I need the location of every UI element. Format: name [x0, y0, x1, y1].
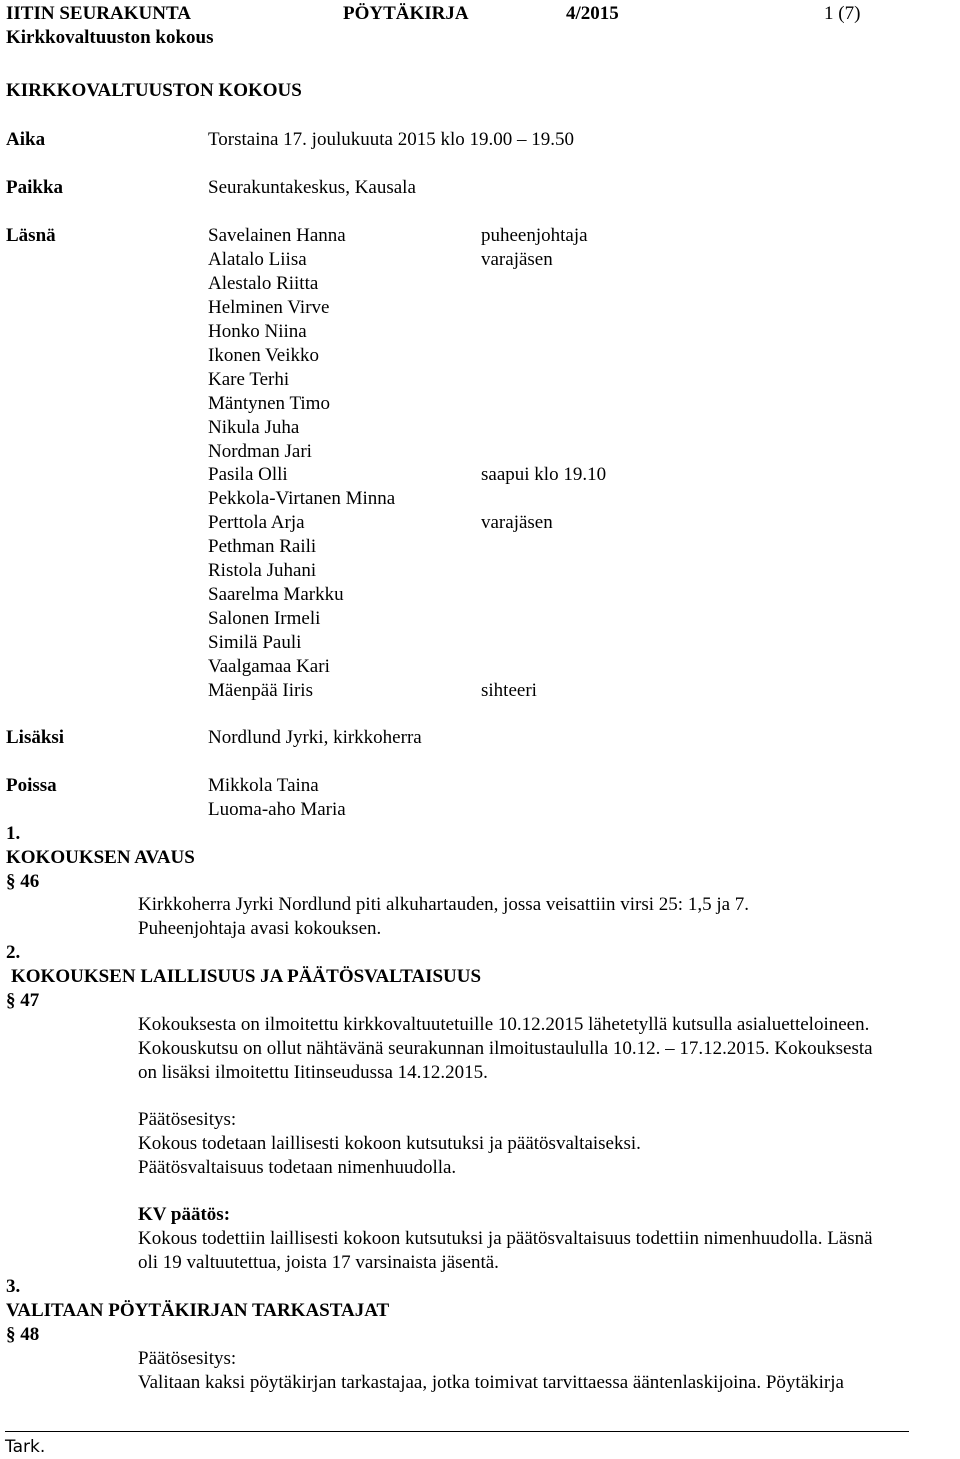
header-org: IITIN SEURAKUNTA	[6, 3, 191, 24]
paragraph-number: § 46	[6, 871, 40, 892]
proposal-label: Päätösesitys:	[138, 1348, 237, 1369]
attendee-name: Kare Terhi	[208, 369, 290, 390]
attendee-name: Similä Pauli	[208, 632, 302, 653]
section-text-line: Kokouksesta on ilmoitettu kirkkovaltuutetuille 10.12.2015 lähetetyllä kutsulla asialuetteloineen.	[138, 1014, 870, 1035]
attendee-name: Vaalgamaa Kari	[208, 656, 330, 677]
paikka-value: Seurakuntakeskus, Kausala	[208, 177, 416, 198]
lisaksi-label: Lisäksi	[6, 727, 65, 748]
attendee-name: Saarelma Markku	[208, 584, 344, 605]
attendee-role: saapui klo 19.10	[481, 464, 607, 485]
attendee-name: Nikula Juha	[208, 417, 300, 438]
attendee-name: Ikonen Veikko	[208, 345, 319, 366]
footer-tark: Tark.	[5, 1437, 46, 1457]
attendee-name: Pasila Olli	[208, 464, 288, 485]
section-title: KOKOUKSEN LAILLISUUS JA PÄÄTÖSVALTAISUUS	[11, 966, 482, 987]
section-number: 3.	[6, 1276, 21, 1297]
attendee-role: sihteeri	[481, 680, 537, 701]
attendee-name: Salonen Irmeli	[208, 608, 321, 629]
section-number: 2.	[6, 942, 21, 963]
attendee-name: Helminen Virve	[208, 297, 330, 318]
section-text-line: Puheenjohtaja avasi kokouksen.	[138, 918, 382, 939]
attendee-name: Alestalo Riitta	[208, 273, 319, 294]
attendee-name: Mäntynen Timo	[208, 393, 330, 414]
aika-value: Torstaina 17. joulukuuta 2015 klo 19.00 – 19.50	[208, 129, 574, 150]
attendee-name: Alatalo Liisa	[208, 249, 307, 270]
section-text-line: Kokouskutsu on ollut nähtävänä seurakunnan ilmoitustaululla 10.12. – 17.12.2015. Kokouksesta	[138, 1038, 873, 1059]
footer-divider	[5, 1431, 909, 1432]
attendee-name: Ristola Juhani	[208, 560, 317, 581]
lasna-label: Läsnä	[6, 225, 56, 246]
aika-label: Aika	[6, 129, 46, 150]
attendee-name: Pekkola-Virtanen Minna	[208, 488, 396, 509]
section-number: 1.	[6, 823, 21, 844]
section-title: VALITAAN PÖYTÄKIRJAN TARKASTAJAT	[6, 1300, 390, 1321]
attendee-role: varajäsen	[481, 249, 553, 270]
header-doc-number: 4/2015	[566, 3, 619, 24]
document-title: KIRKKOVALTUUSTON KOKOUS	[6, 80, 302, 101]
attendee-name: Honko Niina	[208, 321, 307, 342]
header-page-number: 1 (7)	[824, 3, 861, 24]
proposal-line: Kokous todetaan laillisesti kokoon kutsutuksi ja päätösvaltaiseksi.	[138, 1133, 641, 1154]
paikka-label: Paikka	[6, 177, 64, 198]
absentee-name: Mikkola Taina	[208, 775, 319, 796]
attendee-name: Nordman Jari	[208, 441, 312, 462]
decision-label: KV päätös:	[138, 1204, 231, 1225]
header-body: Kirkkovaltuuston kokous	[6, 27, 214, 48]
header-doc-type: PÖYTÄKIRJA	[343, 3, 469, 24]
proposal-line: Päätösvaltaisuus todetaan nimenhuudolla.	[138, 1157, 457, 1178]
poissa-label: Poissa	[6, 775, 57, 796]
absentee-name: Luoma-aho Maria	[208, 799, 346, 820]
attendee-role: varajäsen	[481, 512, 553, 533]
attendee-name: Perttola Arja	[208, 512, 305, 533]
attendee-role: puheenjohtaja	[481, 225, 588, 246]
section-title: KOKOUKSEN AVAUS	[6, 847, 195, 868]
decision-line: oli 19 valtuutettua, joista 17 varsinaista jäsentä.	[138, 1252, 499, 1273]
lisaksi-value: Nordlund Jyrki, kirkkoherra	[208, 727, 422, 748]
attendee-name: Mäenpää Iiris	[208, 680, 313, 701]
decision-line: Kokous todettiin laillisesti kokoon kutsutuksi ja päätösvaltaisuus todettiin nimenhuudolla. Läsnä	[138, 1228, 873, 1249]
section-text-line: Kirkkoherra Jyrki Nordlund piti alkuhartauden, jossa veisattiin virsi 25: 1,5 ja 7.	[138, 894, 750, 915]
paragraph-number: § 47	[6, 990, 40, 1011]
attendee-name: Pethman Raili	[208, 536, 317, 557]
paragraph-number: § 48	[6, 1324, 40, 1345]
proposal-label: Päätösesitys:	[138, 1109, 237, 1130]
attendee-name: Savelainen Hanna	[208, 225, 346, 246]
proposal-line: Valitaan kaksi pöytäkirjan tarkastajaa, jotka toimivat tarvittaessa ääntenlaskijoina. Pöytäkirja	[138, 1372, 844, 1393]
section-text-line: on lisäksi ilmoitettu Iitinseudussa 14.12.2015.	[138, 1062, 488, 1083]
